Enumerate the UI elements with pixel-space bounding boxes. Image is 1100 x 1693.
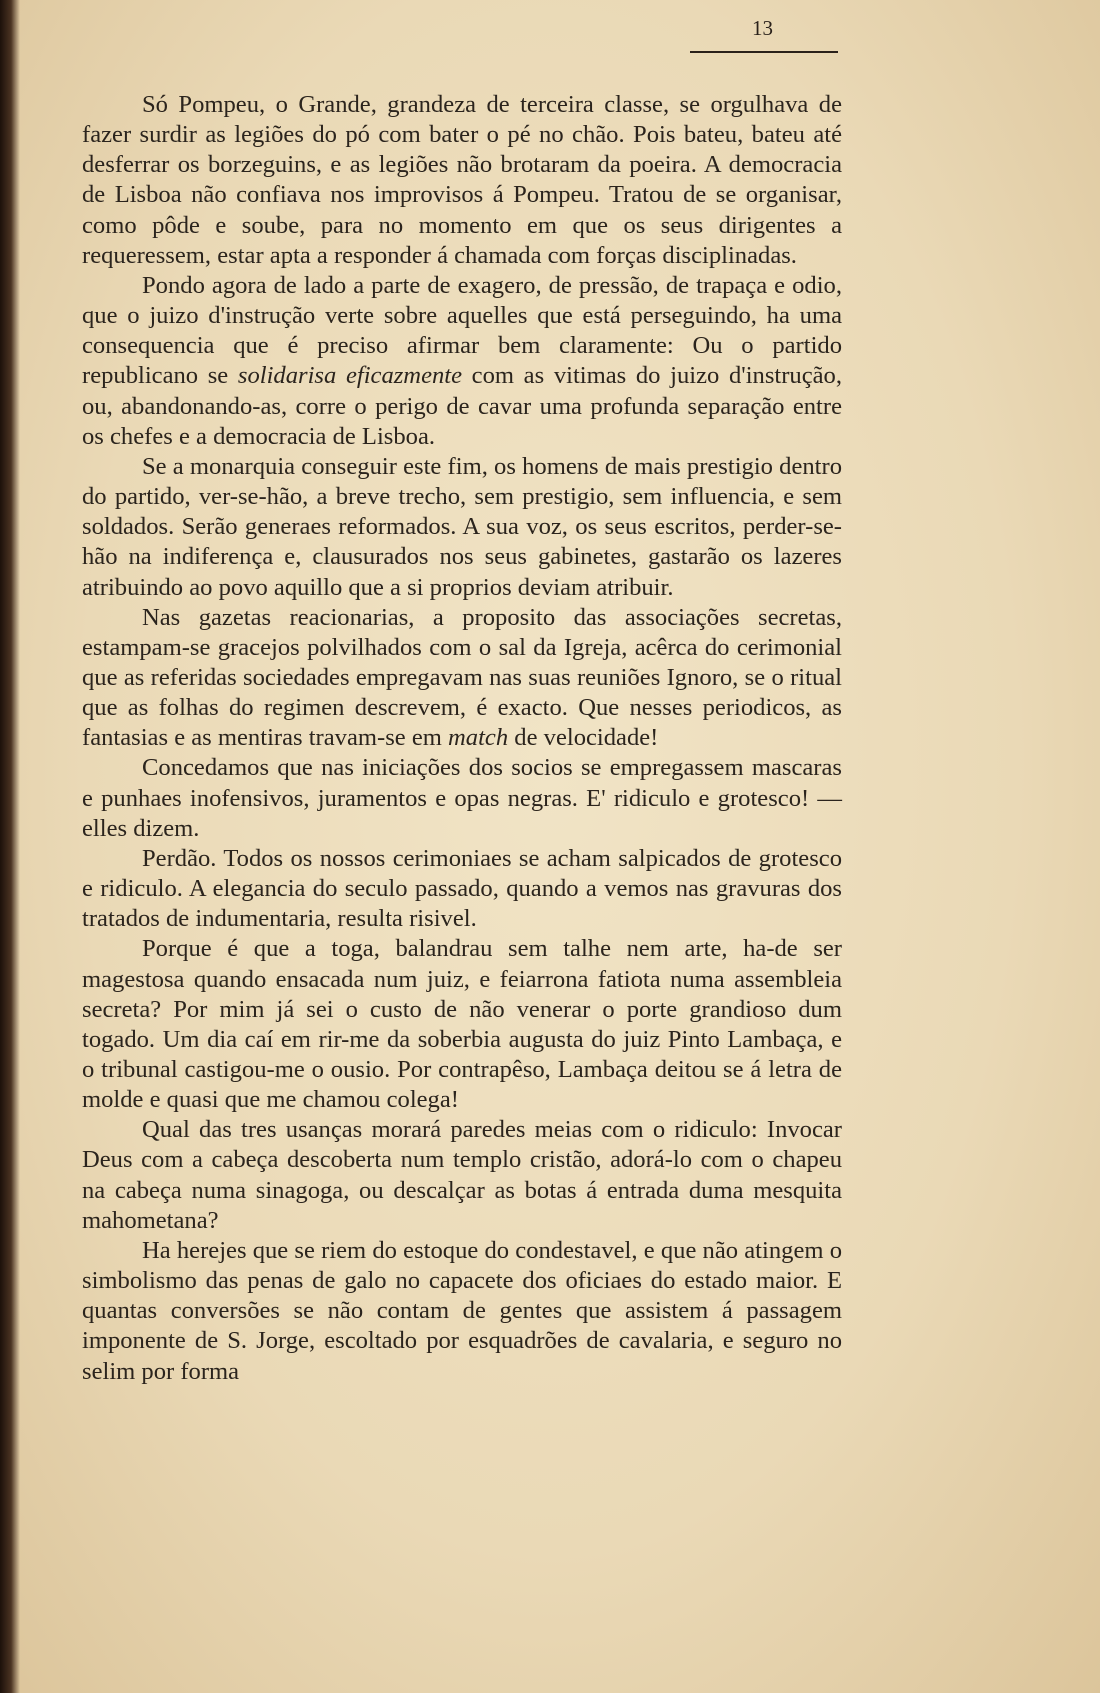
paragraph-1: Só Pompeu, o Grande, grandeza de terceira classe, se orgulhava de fazer surdir as legiões do pó com bater o pé no chão. Pois bateu, bateu até desferrar os borzeguins, e as legiões não brotaram da poeira. A democracia de Lisboa não confiava nos improvisos á Pompeu. Tratou de se organisar, como pôde e soube, para no momento em que os seus dirigentes a requeressem, estar apta a responder á chamada com forças disciplinadas. bbox=[82, 91, 842, 269]
paragraph-6: Perdão. Todos os nossos cerimoniaes se acham salpicados de grotesco e ridiculo. A elegancia do seculo passado, quando a vemos nas gravuras dos tratados de indumentaria, resulta risivel. bbox=[82, 844, 842, 933]
paragraph-3: Se a monarquia conseguir este fim, os homens de mais prestigio dentro do partido, ver-se-hão, a breve trecho, sem prestigio, sem influencia, e sem soldados. Serão generaes reformados. A sua voz, os seus escritos, perder-se-hão na indiferença e, clausurados nos seus gabinetes, gastarão os lazeres atribuindo ao povo aquillo que a si proprios deviam atribuir. bbox=[82, 452, 842, 601]
paragraph-8: Qual das tres usanças morará paredes meias com o ridiculo: Invocar Deus com a cabeça descoberta num templo cristão, adorá-lo com o chapeu na cabeça numa sinagoga, ou descalçar as botas á entrada duma mesquita mahometana? bbox=[82, 1116, 842, 1234]
paragraph-9: Ha herejes que se riem do estoque do condestavel, e que não atingem o simbolismo das penas de galo no capacete dos oficiaes do estado maior. E quantas conversões se não contam de gentes que assistem á passagem imponente de S. Jorge, escoltado por esquadrões de cavalaria, e seguro no selim por forma bbox=[82, 1236, 842, 1385]
body-text bbox=[82, 90, 842, 1387]
paragraph-7: Porque é que a toga, balandrau sem talhe nem arte, ha-de ser magestosa quando ensacada num juiz, e feiarrona fatiota numa assembleia secreta? Por mim já sei o custo de não venerar o porte grandioso dum togado. Um dia caí em rir-me da soberbia augusta do juiz Pinto Lambaça, e o tribunal castigou-me o ousio. Por contrapêso, Lambaça deitou se á letra de molde e quasi que me chamou colega! bbox=[82, 935, 842, 1114]
page-number: 13 bbox=[752, 16, 773, 40]
paragraph-2 bbox=[82, 271, 842, 452]
paragraph-4-emphasis: match bbox=[448, 724, 509, 752]
paragraph-5: Concedamos que nas iniciações dos socios se empregassem mascaras e punhaes inofensivos, juramentos e opas negras. E' ridiculo e grotesco! — elles dizem. bbox=[82, 754, 842, 842]
paragraph-2-text-a: Pondo agora de lado a parte de exagero, de pressão, de trapaça e odio, que o juizo d'instrução verte sobre aquelles que está perseguindo, ha uma consequencia que é preciso afirmar bem claramente: Ou o partido republicano se bbox=[82, 271, 842, 390]
paragraph-4 bbox=[82, 603, 842, 754]
paragraph-4-text-b: de velocidade! bbox=[508, 724, 659, 752]
paragraph-4-text-a: Nas gazetas reacionarias, a proposito das associações secretas, estampam-se gracejos polvilhados com o sal da Igreja, acêrca do cerimonial que as referidas sociedades empregavam nas suas reuniões Ignoro, se o ritual que as folhas do regimen descrevem, é exacto. Que nesses periodicos, as fantasias e as mentiras travam-se em bbox=[82, 603, 842, 752]
header-rule bbox=[690, 51, 838, 53]
page-binding-shadow bbox=[0, 0, 20, 1693]
paragraph-2-emphasis: solidarisa eficazmente bbox=[237, 362, 463, 390]
paragraph-2-text-b: com as vitimas do juizo d'instrução, ou, abandonando-as, corre o perigo de cavar uma profunda separação entre os chefes e a democracia de Lisboa. bbox=[82, 362, 842, 450]
